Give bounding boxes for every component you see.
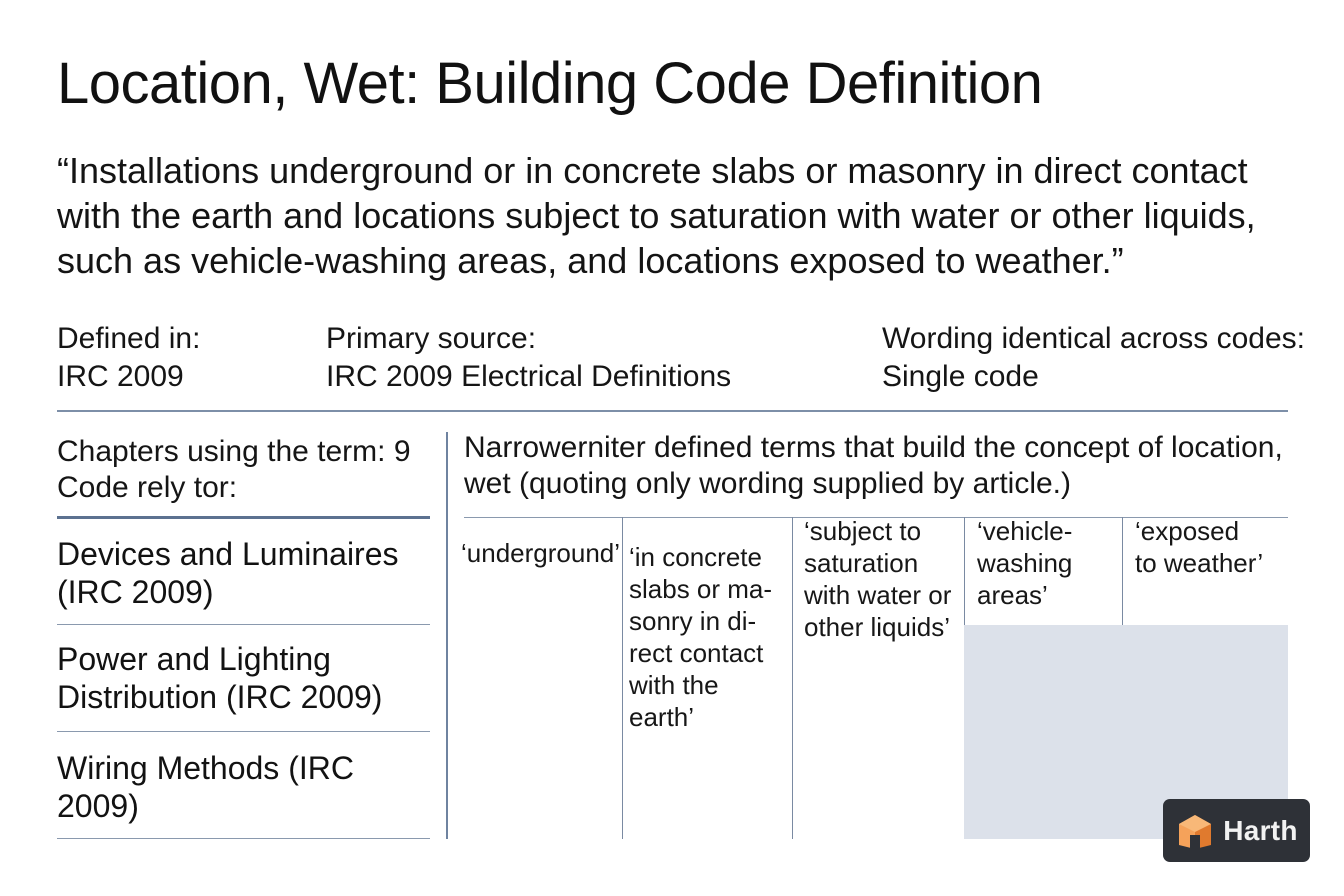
term-cell: ‘underground’: [461, 538, 621, 568]
primary-source-block: [326, 320, 731, 396]
term-cell: ‘exposed to weather’: [1135, 516, 1264, 578]
defined-in-label: Defined in:: [57, 322, 201, 355]
definition-quote: “Installations underground or in concrete slabs or masonry in direct contact with the earth and locations subject to saturation with water or other liquids, such as vehicle-washing areas, and locations exposed to weather.”: [57, 150, 1256, 281]
chapters-count-text: Chapters using the term: 9: [57, 435, 411, 468]
column-separator: [446, 432, 448, 839]
chapter-divider: [57, 838, 430, 839]
terms-column-line: [1122, 517, 1123, 625]
terms-column-line: [792, 517, 793, 839]
chapter-item[interactable]: Wiring Methods (IRC 2009): [57, 750, 354, 824]
terms-column-line: [622, 517, 623, 839]
chapters-heading-rule: [57, 516, 430, 519]
page-title: Location, Wet: Building Code Definition: [57, 51, 1043, 116]
defined-in-block: [57, 320, 200, 396]
brand-name: Harth: [1223, 814, 1298, 846]
chapter-item[interactable]: Devices and Luminaires (IRC 2009): [57, 536, 399, 610]
house-logo-icon: [1175, 811, 1215, 851]
term-cell: ‘vehicle- washing areas’: [977, 516, 1073, 610]
wording-block: [882, 320, 1305, 396]
primary-source-value: IRC 2009 Electrical Definitions: [326, 360, 732, 393]
chapters-rely-text: Code rely tor:: [57, 471, 238, 504]
wording-value: Single code: [882, 360, 1039, 393]
primary-source-label: Primary source:: [326, 322, 537, 355]
terms-column-line: [964, 517, 965, 625]
section-divider: [57, 410, 1288, 412]
chapters-heading: [57, 434, 437, 506]
defined-in-value: IRC 2009: [57, 360, 184, 393]
chapter-divider: [57, 624, 430, 625]
wording-label: Wording identical across codes:: [882, 322, 1305, 355]
chapter-item[interactable]: Power and Lighting Distribution (IRC 2009): [57, 641, 383, 715]
brand-badge: [1163, 799, 1310, 862]
term-cell: ‘in concrete slabs or ma- sonry in di- rect contact with the earth’: [629, 542, 773, 732]
terms-heading: Narrowerniter defined terms that build the concept of location, wet (quoting only wording supplied by article.): [464, 431, 1283, 500]
chapter-divider: [57, 731, 430, 732]
term-cell: ‘subject to saturation with water or other liquids’: [804, 516, 952, 642]
